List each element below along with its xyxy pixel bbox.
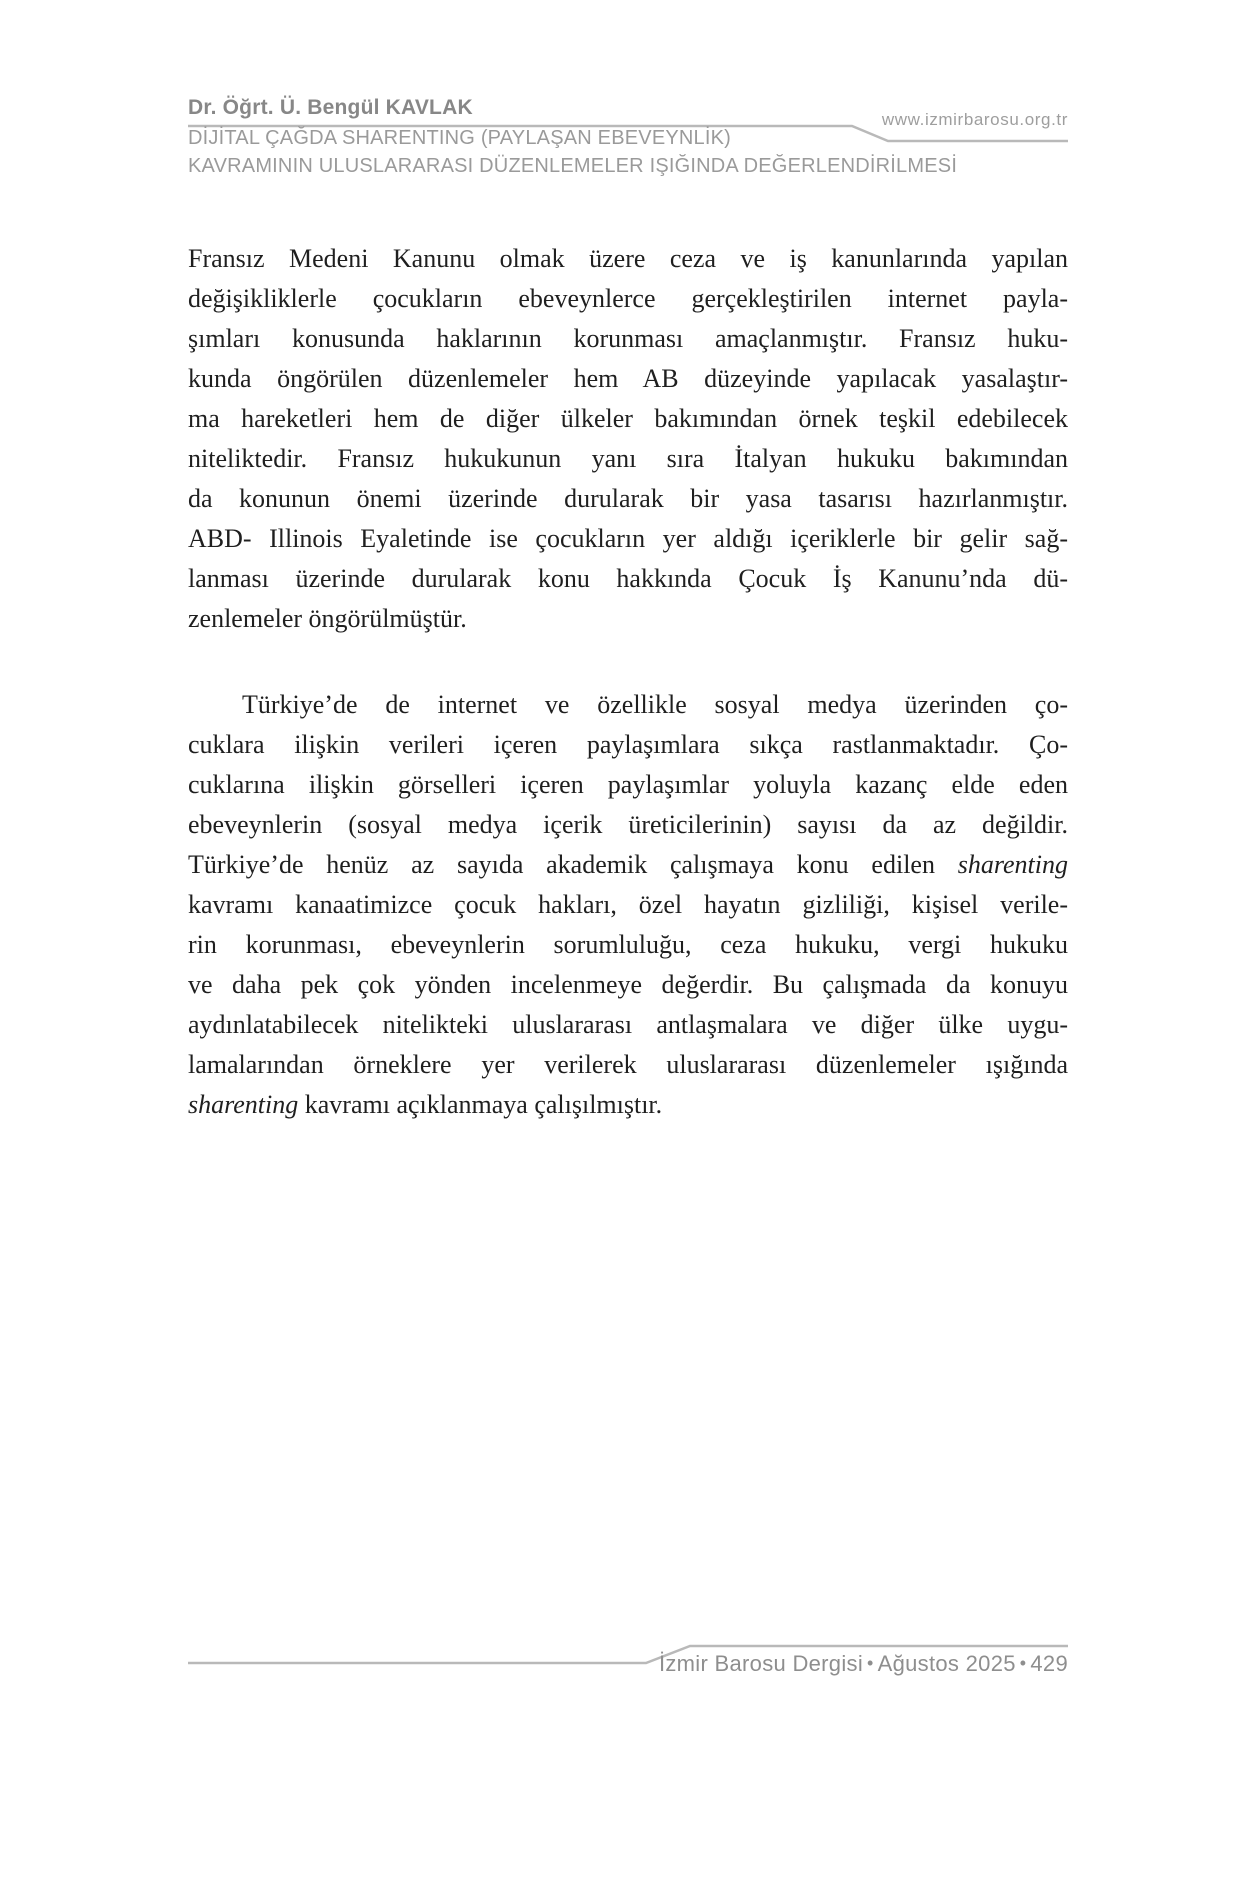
paragraph-2 xyxy=(188,685,1068,1125)
text-line: sharenting kavramı açıklanmaya çalışılmıştır. xyxy=(188,1090,663,1119)
article-title-line-1: DİJİTAL ÇAĞDA SHARENTING (PAYLAŞAN EBEVEYNLİK) xyxy=(188,127,732,149)
issue-date: Ağustos 2025 xyxy=(877,1651,1016,1676)
text-line: lamalarından örneklere yer verilerek uluslararası düzenlemeler ışığında xyxy=(188,1050,1068,1079)
text-line: ABD- Illinois Eyaletinde ise çocukların yer aldığı içeriklerle bir gelir sağ- xyxy=(188,524,1068,553)
text-line: ma hareketleri hem de diğer ülkeler bakımından örnek teşkil edebilecek xyxy=(188,404,1068,433)
text-line: değişikliklerle çocukların ebeveynlerce gerçekleştirilen internet payla- xyxy=(188,284,1068,313)
text-line: rin korunması, ebeveynlerin sorumluluğu, ceza hukuku, vergi hukuku xyxy=(188,930,1068,959)
italic-term: sharenting xyxy=(188,1090,299,1119)
footer-bullet-separator: • xyxy=(1019,1653,1027,1673)
text-line: kunda öngörülen düzenlemeler hem AB düzeyinde yapılacak yasalaştır- xyxy=(188,364,1068,393)
text-line: Fransız Medeni Kanunu olmak üzere ceza ve iş kanunlarında yapılan xyxy=(188,244,1068,273)
paragraph-1 xyxy=(188,239,1068,639)
footer-journal-info xyxy=(659,1651,1068,1677)
article-title-line-2: KAVRAMININ ULUSLARARASI DÜZENLEMELER IŞIĞINDA DEĞERLENDİRİLMESİ xyxy=(188,155,958,177)
text-line: aydınlatabilecek nitelikteki uluslararası antlaşmalara ve diğer ülke uygu- xyxy=(188,1010,1068,1039)
journal-website-url: www.izmirbarosu.org.tr xyxy=(881,110,1068,129)
text-line: ebeveynlerin (sosyal medya içerik üreticilerinin) sayısı da az değildir. xyxy=(188,810,1068,839)
text-line: ve daha pek çok yönden incelenmeye değerdir. Bu çalışmada da konuyu xyxy=(188,970,1068,999)
text-line: kavramı kanaatimizce çocuk hakları, özel hayatın gizliliği, kişisel verile- xyxy=(188,890,1068,919)
author-name: Dr. Öğrt. Ü. Bengül KAVLAK xyxy=(188,96,473,119)
text-line: niteliktedir. Fransız hukukunun yanı sıra İtalyan hukuku bakımından xyxy=(188,444,1068,473)
text-line: lanması üzerinde durularak konu hakkında Çocuk İş Kanunu’nda dü- xyxy=(188,564,1068,593)
footer-bullet-separator: • xyxy=(867,1653,874,1673)
italic-term: sharenting xyxy=(957,850,1068,879)
text-line: cuklara ilişkin verileri içeren paylaşımlara sıkça rastlanmaktadır. Ço- xyxy=(188,730,1068,759)
text-line: cuklarına ilişkin görselleri içeren paylaşımlar yoluyla kazanç elde eden xyxy=(188,770,1068,799)
text-line: Türkiye’de de internet ve özellikle sosyal medya üzerinden ço- xyxy=(242,690,1068,719)
article-body xyxy=(188,239,1068,1125)
text-line: şımları konusunda haklarının korunması amaçlanmıştır. Fransız huku- xyxy=(188,324,1068,353)
journal-name: İzmir Barosu Dergisi xyxy=(658,1651,864,1676)
text-line: zenlemeler öngörülmüştür. xyxy=(188,604,467,633)
text-line: Türkiye’de henüz az sayıda akademik çalışmaya konu edilen sharenting xyxy=(188,850,1068,879)
text-line: da konunun önemi üzerinde durularak bir yasa tasarısı hazırlanmıştır. xyxy=(188,484,1068,513)
page-number: 429 xyxy=(1030,1651,1068,1676)
